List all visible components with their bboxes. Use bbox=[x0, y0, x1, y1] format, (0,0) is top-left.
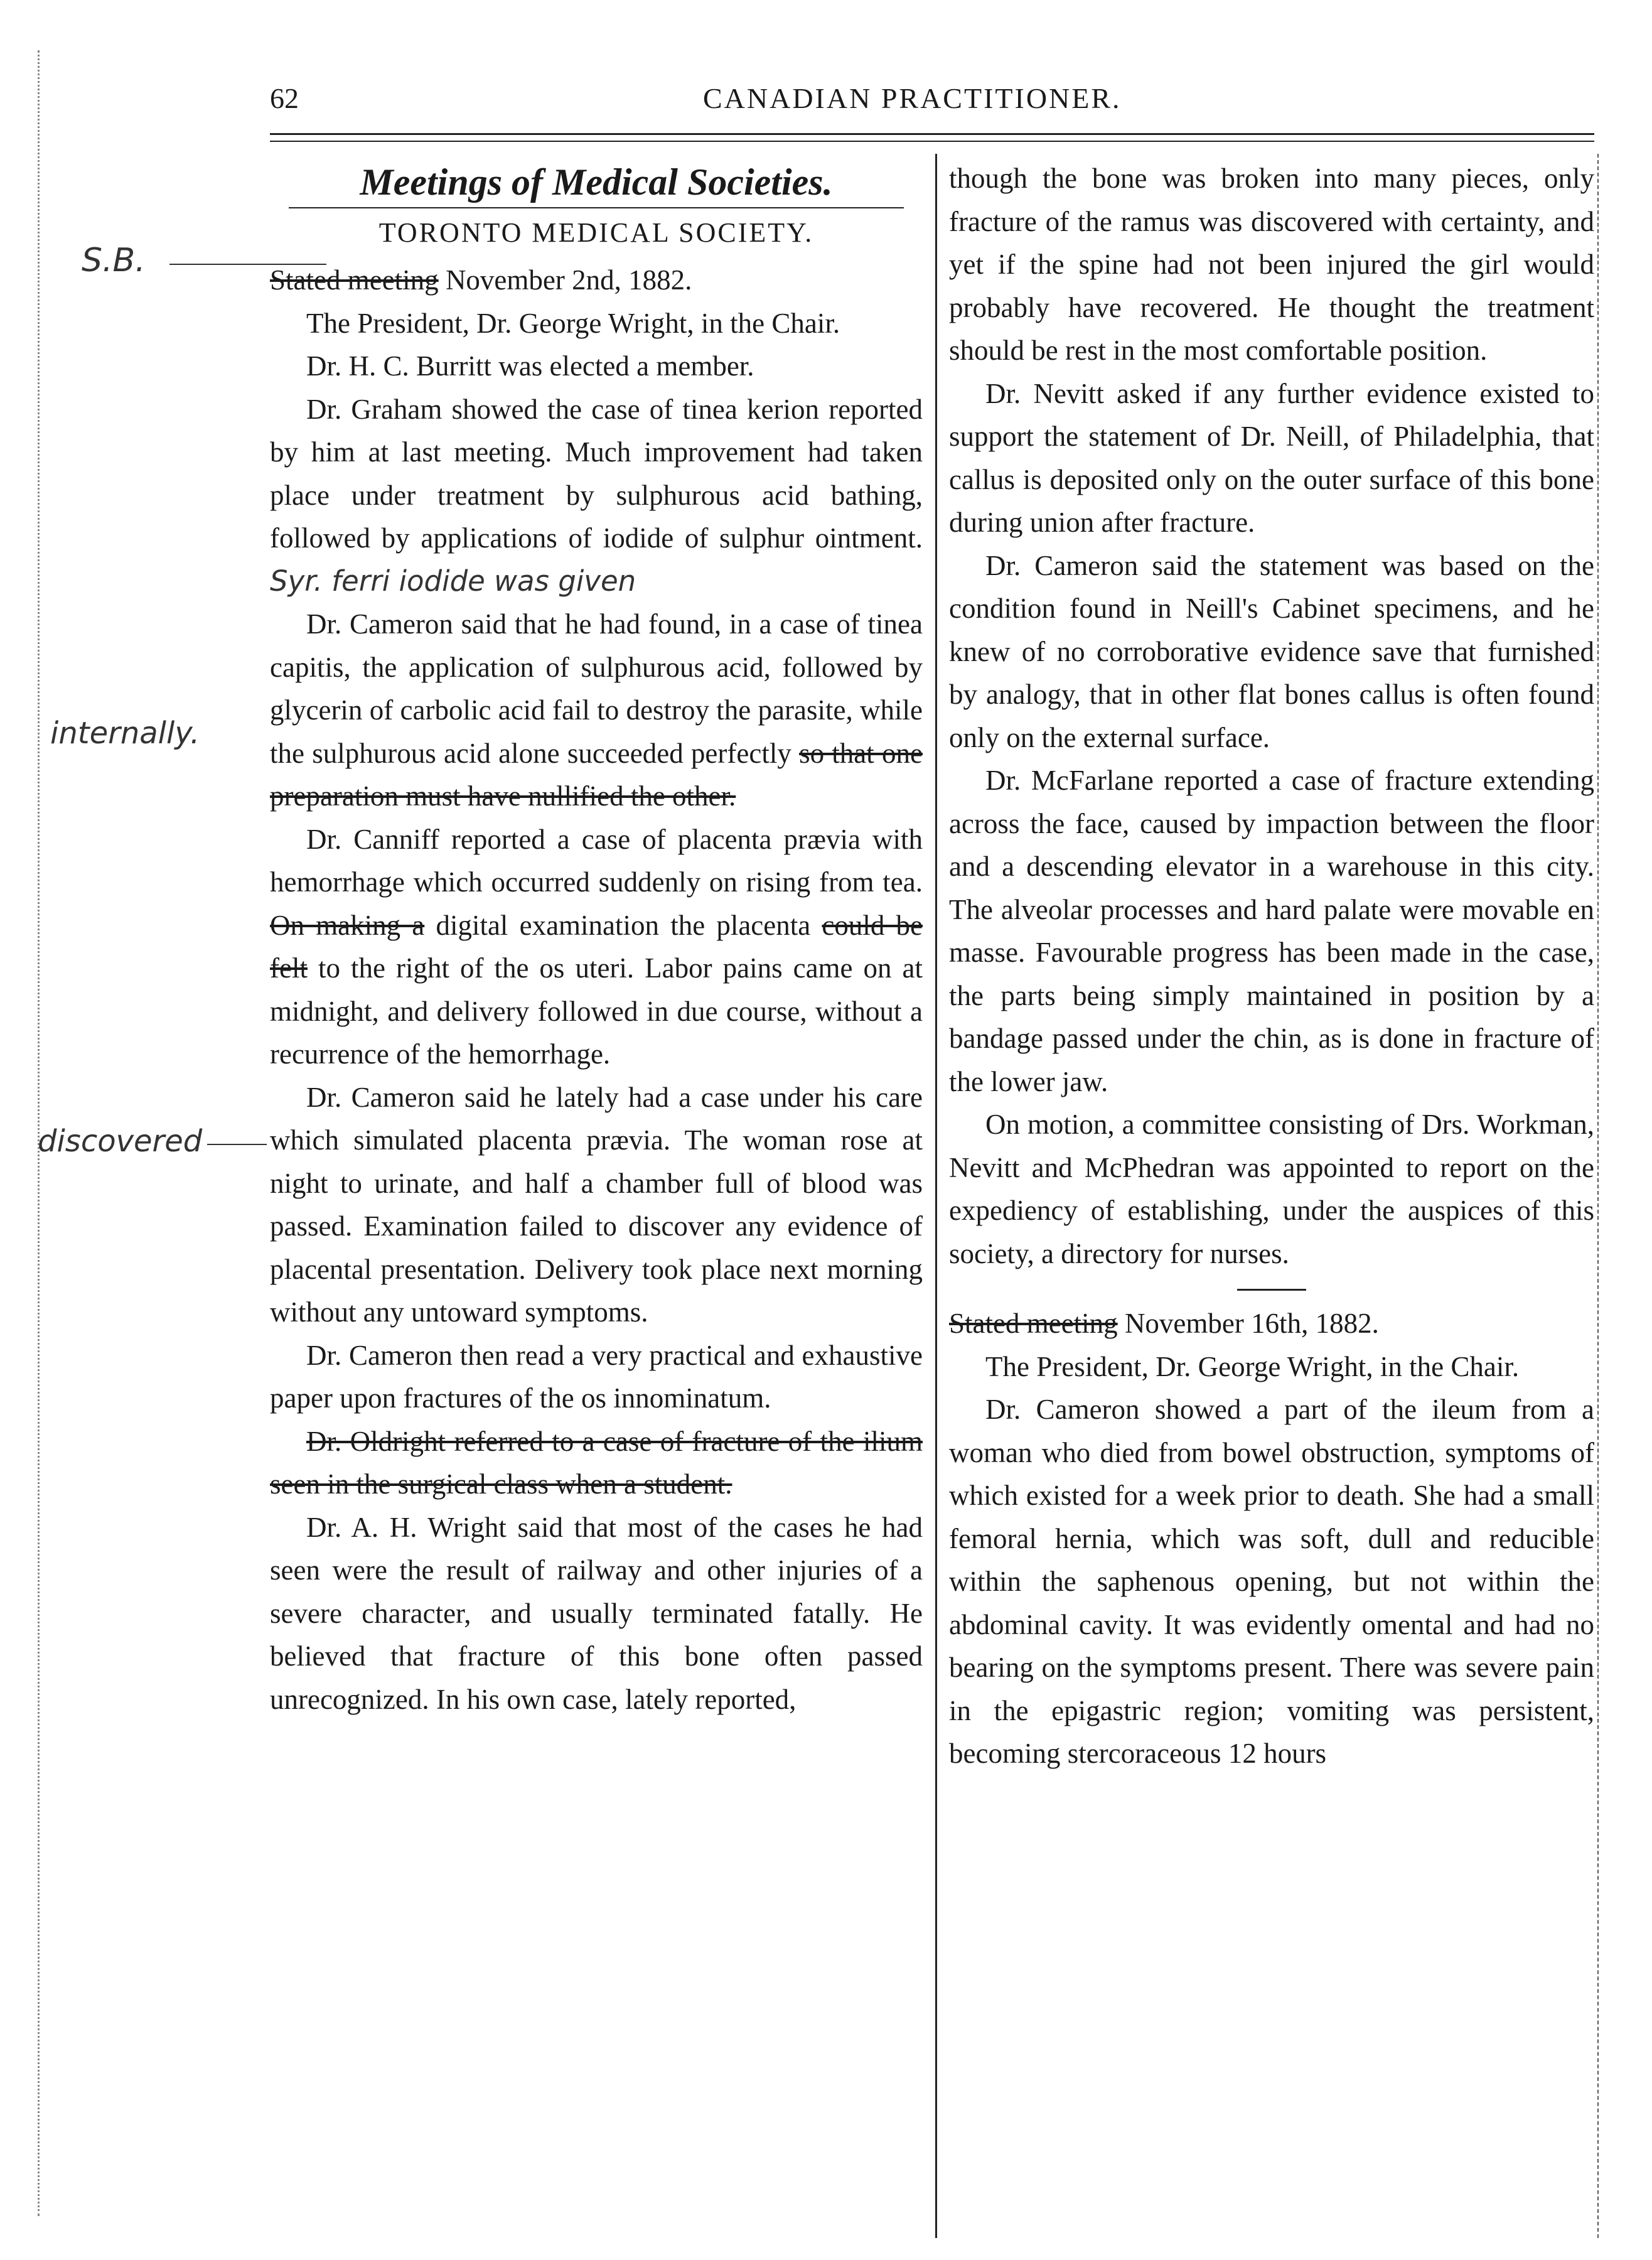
paragraph-mcfarlane: Dr. McFarlane reported a case of fracture extending across the face, caused by impaction between the floor and a descending elevator in a warehouse in this city. The alveolar processes and hard palate were movable en masse. Favourable progress has been made in the case, the parts being simply maintained in position by a bandage passed under the chin, as is done in fracture of the lower jaw. bbox=[949, 765, 1594, 1097]
margin-note-discovered: discovered bbox=[38, 1124, 203, 1159]
cameron-tinea-text: Dr. Cameron said that he had found, in a case of tinea capitis, the application of sulphurous acid, followed by glycerin of carbolic acid fail to destroy the parasite, while the sulphurous acid alone succeeded perfectly bbox=[270, 608, 923, 769]
society-name: TORONTO MEDICAL SOCIETY. bbox=[378, 217, 814, 248]
margin-note-internally: internally. bbox=[50, 716, 200, 751]
paragraph-cameron-tinea bbox=[270, 603, 923, 818]
struck-stated-meeting: Stated meeting bbox=[270, 264, 439, 296]
header-rule bbox=[270, 133, 1594, 135]
paragraph-ah-wright: Dr. A. H. Wright said that most of the cases he had seen were the result of railway and other injuries of a severe character, and usually terminated fatally. He believed that fracture of this bone often passed unrecognized. In his own case, lately reported, bbox=[270, 1511, 923, 1715]
right-column bbox=[949, 157, 1594, 1775]
paragraph-cameron-neill: Dr. Cameron said the statement was based on the condition found in Neill's Cabinet specimens, and he knew of no corroborative evidence save that furnished by analogy, that in other flat bones callus is often found only on the external surface. bbox=[949, 549, 1594, 753]
struck-stated-meeting-2: Stated meeting bbox=[949, 1308, 1118, 1339]
canniff-end: to the right of the os uteri. Labor pains came on at midnight, and delivery followed in due course, without a recurrence of the hemorrhage. bbox=[270, 952, 923, 1070]
margin-note-line-2 bbox=[207, 1144, 267, 1145]
section-heading: Meetings of Medical Societies. bbox=[360, 161, 833, 203]
meeting2-date bbox=[949, 1302, 1594, 1345]
paragraph-cameron-paper: Dr. Cameron then read a very practical and exhaustive paper upon fractures of the os innominatum. bbox=[270, 1339, 923, 1414]
right-edge-rule bbox=[1597, 154, 1599, 2238]
meeting2-date-text: November 16th, 1882. bbox=[1124, 1308, 1379, 1339]
paragraph-burritt: Dr. H. C. Burritt was elected a member. bbox=[306, 350, 754, 382]
canniff-mid: digital examination the placenta bbox=[436, 909, 811, 941]
paragraph-cameron-praevia: Dr. Cameron said he lately had a case under his care which simulated placenta prævia. The woman rose at night to urinate, and half a chamber full of blood was passed. Examination failed to discover any evidence of placental presentation. Delivery took place next morning without any untoward symptoms. bbox=[270, 1081, 923, 1328]
page-header bbox=[270, 82, 1594, 126]
paragraph-committee: On motion, a committee consisting of Drs. Workman, Nevitt and McPhedran was appointed to report on the expediency of establishing, under the auspices of this society, a directory for nurses. bbox=[949, 1109, 1594, 1269]
paragraph-oldright-struck: Dr. Oldright referred to a case of fracture of the ilium seen in the surgical class when a student. bbox=[270, 1425, 923, 1500]
margin-note-sb: S.B. bbox=[82, 242, 146, 279]
graham-text: Dr. Graham showed the case of tinea kerion reported by him at last meeting. Much improvement had taken place under treatment by sulphurous acid bathing, followed by applications of iodide of sulphur ointment. bbox=[270, 393, 923, 554]
meeting-date bbox=[270, 259, 923, 302]
canniff-struck-2: could be felt bbox=[270, 909, 923, 984]
meeting-date-text: November 2nd, 1882. bbox=[445, 264, 692, 296]
heading-rule bbox=[289, 207, 904, 208]
paragraph-continued: though the bone was broken into many pieces, only fracture of the ramus was discovered with certainty, and yet if the spine had not been injured the girl would probably have recovered. He thought the treatment should be rest in the most comfortable position. bbox=[949, 163, 1594, 366]
paragraph-president: The President, Dr. George Wright, in the Chair. bbox=[306, 307, 840, 339]
left-column bbox=[270, 157, 923, 1721]
paragraph-graham bbox=[270, 388, 923, 603]
header-rule-2 bbox=[270, 141, 1594, 142]
canniff-struck-1: On making a bbox=[270, 909, 425, 941]
running-title: CANADIAN PRACTITIONER. bbox=[703, 82, 1122, 114]
meeting-separator-rule bbox=[1237, 1289, 1306, 1291]
handwritten-addition: Syr. ferri iodide was given bbox=[270, 564, 636, 598]
page-number: 62 bbox=[270, 82, 299, 114]
paragraph-president-2: The President, Dr. George Wright, in the Chair. bbox=[985, 1350, 1520, 1382]
paragraph-canniff bbox=[270, 818, 923, 1076]
paragraph-nevitt: Dr. Nevitt asked if any further evidence existed to support the statement of Dr. Neill, of Philadelphia, that callus is deposited only on the outer surface of this bone during union after fracture. bbox=[949, 377, 1594, 538]
canniff-text: Dr. Canniff reported a case of placenta prævia with hemorrhage which occurred suddenly on rising from tea. bbox=[270, 823, 923, 898]
struck-text: so that one preparation must have nullified the other. bbox=[270, 737, 923, 812]
column-divider bbox=[935, 154, 937, 2238]
paragraph-cameron-ileum: Dr. Cameron showed a part of the ileum from a woman who died from bowel obstruction, symptoms of which existed for a week prior to death. She had a small femoral hernia, which was soft, dull and reducible within the saphenous opening, but not within the abdominal cavity. It was evidently omental and had no bearing on the symptoms present. There was severe pain in the epigastric region; vomiting was persistent, becoming stercoraceous 12 hours bbox=[949, 1394, 1594, 1769]
